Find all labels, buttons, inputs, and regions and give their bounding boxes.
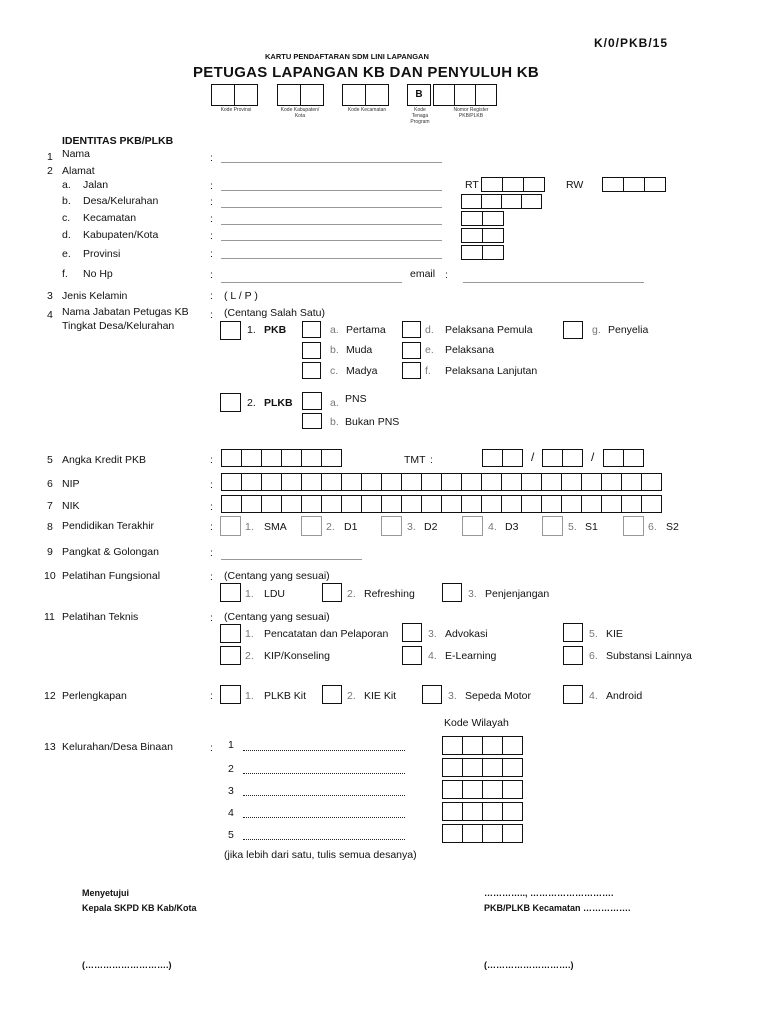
tmt-day-boxes[interactable] bbox=[482, 449, 522, 467]
option-pelaksana: Pelaksana bbox=[445, 344, 495, 356]
label-kode-kecamatan: Kode Kecamatan bbox=[347, 107, 387, 113]
kabupaten-code-boxes[interactable] bbox=[461, 228, 503, 243]
binaan-input-1[interactable] bbox=[243, 750, 405, 751]
label-fungsional: Pelatihan Fungsional bbox=[62, 570, 161, 582]
provinsi-input-line[interactable] bbox=[221, 258, 442, 259]
sign-left-line1: Menyetujui bbox=[82, 888, 130, 898]
label-pangkat: Pangkat & Golongan bbox=[62, 546, 159, 558]
row-number-4: 4 bbox=[47, 309, 53, 321]
label-kode-tenaga: Kode Tenaga Program bbox=[410, 107, 430, 125]
label-alamat: Alamat bbox=[62, 165, 95, 177]
fungsional-num-3: 3. bbox=[468, 588, 477, 600]
label-binaan: Kelurahan/Desa Binaan bbox=[62, 741, 173, 753]
nip-boxes[interactable] bbox=[221, 473, 661, 491]
checkbox-refreshing[interactable] bbox=[322, 583, 342, 602]
letter-a: a. bbox=[330, 324, 339, 336]
row-number-1: 1 bbox=[47, 151, 53, 163]
nomor-register-boxes[interactable] bbox=[433, 84, 496, 106]
option-muda: Muda bbox=[346, 344, 373, 356]
label-provinsi: Provinsi bbox=[83, 248, 121, 260]
colon: : bbox=[210, 180, 213, 192]
colon: : bbox=[210, 454, 213, 466]
kecamatan-code-boxes[interactable] bbox=[461, 211, 503, 226]
label-pendidikan: Pendidikan Terakhir bbox=[62, 520, 155, 532]
checkbox-bukan-pns[interactable] bbox=[302, 413, 322, 429]
letter-f: f. bbox=[425, 365, 431, 377]
fungsional-note: (Centang yang sesuai) bbox=[224, 570, 330, 582]
colon: : bbox=[430, 454, 433, 466]
option-kie: KIE bbox=[606, 628, 623, 640]
nik-boxes[interactable] bbox=[221, 495, 661, 513]
checkbox-d1[interactable] bbox=[301, 516, 322, 536]
checkbox-pns[interactable] bbox=[302, 392, 322, 410]
binaan-num-1: 1 bbox=[228, 739, 234, 751]
binaan-input-5[interactable] bbox=[243, 839, 405, 840]
colon: : bbox=[210, 248, 213, 260]
letter-b: b. bbox=[330, 416, 339, 428]
colon: : bbox=[210, 196, 213, 208]
checkbox-d3[interactable] bbox=[462, 516, 483, 536]
kabupaten-input-line[interactable] bbox=[221, 240, 442, 241]
colon: : bbox=[210, 742, 213, 754]
binaan-num-2: 2 bbox=[228, 763, 234, 775]
option-sepeda-motor: Sepeda Motor bbox=[465, 690, 531, 702]
label-jabatan-2: Tingkat Desa/Kelurahan bbox=[62, 320, 175, 332]
checkbox-kie[interactable] bbox=[563, 623, 583, 642]
option-advokasi: Advokasi bbox=[445, 628, 488, 640]
option-penyelia: Penyelia bbox=[608, 324, 649, 336]
row-number-12: 12 bbox=[44, 690, 56, 702]
option-d3: D3 bbox=[505, 521, 519, 533]
option-pelaksana-pemula: Pelaksana Pemula bbox=[445, 324, 533, 336]
teknis-num-6: 6. bbox=[589, 650, 598, 662]
option-plkb-kit: PLKB Kit bbox=[264, 690, 307, 702]
letter-d: d. bbox=[425, 324, 434, 336]
teknis-note: (Centang yang sesuai) bbox=[224, 611, 330, 623]
letter-d: d. bbox=[62, 229, 71, 241]
row-number-8: 8 bbox=[47, 521, 53, 533]
colon: : bbox=[210, 213, 213, 225]
desa-code-boxes[interactable] bbox=[461, 194, 541, 209]
label-kabupaten: Kabupaten/Kota bbox=[83, 229, 159, 241]
checkbox-pelaksana[interactable] bbox=[402, 342, 421, 359]
checkbox-penjenjangan[interactable] bbox=[442, 583, 462, 602]
checkbox-penyelia[interactable] bbox=[563, 321, 583, 339]
plkb-label: PLKB bbox=[264, 397, 293, 409]
label-jabatan: Nama Jabatan Petugas KB bbox=[62, 306, 189, 318]
label-nip: NIP bbox=[62, 478, 80, 490]
letter-e: e. bbox=[425, 344, 434, 356]
label-nomor-register: Nomor Register PKB/PLKB bbox=[453, 107, 489, 119]
checkbox-muda[interactable] bbox=[302, 342, 321, 359]
plkb-number: 2. bbox=[247, 397, 256, 409]
label-angka-kredit: Angka Kredit PKB bbox=[62, 454, 147, 466]
row-number-3: 3 bbox=[47, 290, 53, 302]
binaan-input-3[interactable] bbox=[243, 795, 405, 796]
label-perlengkapan: Perlengkapan bbox=[62, 690, 127, 702]
form-subtitle: KARTU PENDAFTARAN SDM LINI LAPANGAN bbox=[265, 52, 429, 61]
checkbox-kip-konseling[interactable] bbox=[220, 646, 241, 665]
label-nik: NIK bbox=[62, 500, 80, 512]
plkb-checkbox[interactable] bbox=[220, 393, 241, 412]
date-separator: / bbox=[531, 450, 535, 464]
option-pencatatan: Pencatatan dan Pelaporan bbox=[264, 628, 389, 640]
checkbox-madya[interactable] bbox=[302, 362, 321, 379]
row-number-11: 11 bbox=[44, 611, 55, 623]
colon: : bbox=[210, 269, 213, 281]
label-email: email bbox=[410, 268, 436, 280]
pkb-number: 1. bbox=[247, 324, 256, 336]
rw-boxes[interactable] bbox=[602, 177, 665, 192]
form-code: K/0/PKB/15 bbox=[594, 36, 669, 50]
colon: : bbox=[210, 230, 213, 242]
row-number-13: 13 bbox=[44, 741, 56, 753]
desa-input-line[interactable] bbox=[221, 207, 442, 208]
label-kode-provinsi: Kode Provinsi bbox=[220, 107, 252, 113]
binaan-code-boxes-4[interactable] bbox=[442, 802, 522, 821]
tmt-year-boxes[interactable] bbox=[603, 449, 643, 467]
label-nohp: No Hp bbox=[83, 268, 113, 280]
letter-a: a. bbox=[330, 397, 339, 409]
label-kode-kabupaten: Kode Kabupaten/ Kota bbox=[280, 107, 320, 119]
binaan-code-boxes-1[interactable] bbox=[442, 736, 522, 755]
colon: : bbox=[445, 269, 448, 281]
colon: : bbox=[210, 521, 213, 533]
colon: : bbox=[210, 501, 213, 513]
letter-a: a. bbox=[62, 179, 71, 191]
perlengkapan-num-4: 4. bbox=[589, 690, 598, 702]
checkbox-s2[interactable] bbox=[623, 516, 644, 536]
checkbox-e-learning[interactable] bbox=[402, 646, 422, 665]
letter-g: g. bbox=[592, 324, 601, 336]
checkbox-plkb-kit[interactable] bbox=[220, 685, 241, 704]
option-s1: S1 bbox=[585, 521, 598, 533]
jalan-input-line[interactable] bbox=[221, 190, 442, 191]
form-title: PETUGAS LAPANGAN KB DAN PENYULUH KB bbox=[193, 64, 540, 81]
colon: : bbox=[210, 690, 213, 702]
option-refreshing: Refreshing bbox=[364, 588, 415, 600]
checkbox-sepeda-motor[interactable] bbox=[422, 685, 442, 704]
kode-kabupaten-boxes[interactable] bbox=[277, 84, 323, 106]
checkbox-pertama[interactable] bbox=[302, 321, 321, 338]
rt-boxes[interactable] bbox=[481, 177, 544, 192]
nohp-input-line[interactable] bbox=[221, 282, 402, 283]
label-teknis: Pelatihan Teknis bbox=[62, 611, 139, 623]
row-number-10: 10 bbox=[44, 570, 56, 582]
row-number-2: 2 bbox=[47, 165, 53, 177]
option-bukan-pns: Bukan PNS bbox=[345, 416, 400, 428]
colon: : bbox=[210, 152, 213, 164]
option-d1: D1 bbox=[344, 521, 358, 533]
edu-num-5: 5. bbox=[568, 521, 577, 533]
letter-b: b. bbox=[62, 195, 71, 207]
binaan-code-boxes-5[interactable] bbox=[442, 824, 522, 843]
pangkat-input-line[interactable] bbox=[221, 559, 362, 560]
colon: : bbox=[210, 547, 213, 559]
fungsional-num-1: 1. bbox=[245, 588, 254, 600]
fungsional-num-2: 2. bbox=[347, 588, 356, 600]
label-jalan: Jalan bbox=[83, 179, 109, 191]
teknis-num-2: 2. bbox=[245, 650, 254, 662]
letter-b: b. bbox=[330, 344, 339, 356]
option-kie-kit: KIE Kit bbox=[364, 690, 397, 702]
option-e-learning: E-Learning bbox=[445, 650, 497, 662]
jabatan-note: (Centang Salah Satu) bbox=[224, 307, 325, 319]
colon: : bbox=[210, 479, 213, 491]
option-kip-konseling: KIP/Konseling bbox=[264, 650, 330, 662]
label-desa: Desa/Kelurahan bbox=[83, 195, 159, 207]
binaan-num-4: 4 bbox=[228, 807, 234, 819]
provinsi-code-boxes[interactable] bbox=[461, 245, 503, 260]
letter-e: e. bbox=[62, 248, 71, 260]
checkbox-s1[interactable] bbox=[542, 516, 563, 536]
checkbox-ldu[interactable] bbox=[220, 583, 241, 602]
option-android: Android bbox=[606, 690, 643, 702]
nama-input-line[interactable] bbox=[221, 162, 442, 163]
colon: : bbox=[210, 571, 213, 583]
row-number-9: 9 bbox=[47, 546, 53, 558]
row-number-5: 5 bbox=[47, 454, 53, 466]
kecamatan-input-line[interactable] bbox=[221, 224, 442, 225]
colon: : bbox=[210, 290, 213, 302]
checkbox-substansi[interactable] bbox=[563, 646, 583, 665]
sign-right-line2: PKB/PLKB Kecamatan ……………. bbox=[484, 903, 631, 913]
option-madya: Madya bbox=[346, 365, 378, 377]
label-rw: RW bbox=[566, 179, 584, 191]
jenis-kelamin-value[interactable]: ( L / P ) bbox=[224, 290, 258, 302]
teknis-num-5: 5. bbox=[589, 628, 598, 640]
tmt-month-boxes[interactable] bbox=[542, 449, 582, 467]
checkbox-pencatatan[interactable] bbox=[220, 624, 241, 643]
option-penjenjangan: Penjenjangan bbox=[485, 588, 550, 600]
edu-num-2: 2. bbox=[326, 521, 335, 533]
option-s2: S2 bbox=[666, 521, 679, 533]
option-sma: SMA bbox=[264, 521, 287, 533]
perlengkapan-num-2: 2. bbox=[347, 690, 356, 702]
kode-tenaga-box: B bbox=[407, 84, 431, 106]
sign-left-name: (……………………….) bbox=[82, 960, 172, 970]
row-number-7: 7 bbox=[47, 500, 53, 512]
letter-c: c. bbox=[62, 212, 71, 224]
letter-f: f. bbox=[62, 268, 68, 280]
row-number-6: 6 bbox=[47, 478, 53, 490]
email-input-line[interactable] bbox=[463, 282, 644, 283]
kode-provinsi-boxes[interactable] bbox=[211, 84, 257, 106]
kode-kecamatan-boxes[interactable] bbox=[342, 84, 388, 106]
edu-num-1: 1. bbox=[245, 521, 254, 533]
sign-right-name: (……………………….) bbox=[484, 960, 574, 970]
checkbox-sma[interactable] bbox=[220, 516, 241, 536]
colon: : bbox=[210, 612, 213, 624]
binaan-num-3: 3 bbox=[228, 785, 234, 797]
colon: : bbox=[210, 309, 213, 321]
perlengkapan-num-1: 1. bbox=[245, 690, 254, 702]
label-kecamatan: Kecamatan bbox=[83, 212, 137, 224]
option-ldu: LDU bbox=[264, 588, 286, 600]
checkbox-pelaksana-pemula[interactable] bbox=[402, 321, 421, 338]
binaan-code-boxes-3[interactable] bbox=[442, 780, 522, 799]
teknis-num-3: 3. bbox=[428, 628, 437, 640]
checkbox-d2[interactable] bbox=[381, 516, 402, 536]
teknis-num-1: 1. bbox=[245, 628, 254, 640]
label-nama: Nama bbox=[62, 148, 91, 160]
label-kode-wilayah: Kode Wilayah bbox=[444, 717, 509, 729]
label-tmt: TMT bbox=[404, 454, 426, 466]
label-rt: RT bbox=[465, 179, 479, 191]
binaan-input-2[interactable] bbox=[243, 773, 405, 774]
binaan-code-boxes-2[interactable] bbox=[442, 758, 522, 777]
edu-num-3: 3. bbox=[407, 521, 416, 533]
date-separator: / bbox=[591, 450, 595, 464]
sign-left-line2: Kepala SKPD KB Kab/Kota bbox=[82, 903, 197, 913]
angka-kredit-boxes[interactable] bbox=[221, 449, 341, 467]
option-pns: PNS bbox=[345, 393, 367, 405]
sign-right-line1: ………….., ………………………. bbox=[484, 888, 614, 898]
edu-num-6: 6. bbox=[648, 521, 657, 533]
letter-c: c. bbox=[330, 365, 339, 377]
pkb-label: PKB bbox=[264, 324, 287, 336]
section-title: IDENTITAS PKB/PLKB bbox=[62, 135, 174, 147]
checkbox-advokasi[interactable] bbox=[402, 623, 422, 642]
edu-num-4: 4. bbox=[488, 521, 497, 533]
binaan-input-4[interactable] bbox=[243, 817, 405, 818]
option-substansi: Substansi Lainnya bbox=[606, 650, 692, 662]
teknis-num-4: 4. bbox=[428, 650, 437, 662]
checkbox-android[interactable] bbox=[563, 685, 583, 704]
option-d2: D2 bbox=[424, 521, 438, 533]
pkb-checkbox[interactable] bbox=[220, 321, 241, 340]
binaan-num-5: 5 bbox=[228, 829, 234, 841]
option-pelaksana-lanjutan: Pelaksana Lanjutan bbox=[445, 365, 538, 377]
binaan-note: (jika lebih dari satu, tulis semua desanya) bbox=[224, 849, 417, 861]
option-pertama: Pertama bbox=[346, 324, 386, 336]
checkbox-kie-kit[interactable] bbox=[322, 685, 342, 704]
perlengkapan-num-3: 3. bbox=[448, 690, 457, 702]
checkbox-pelaksana-lanjutan[interactable] bbox=[402, 362, 421, 379]
label-jenis-kelamin: Jenis Kelamin bbox=[62, 290, 128, 302]
